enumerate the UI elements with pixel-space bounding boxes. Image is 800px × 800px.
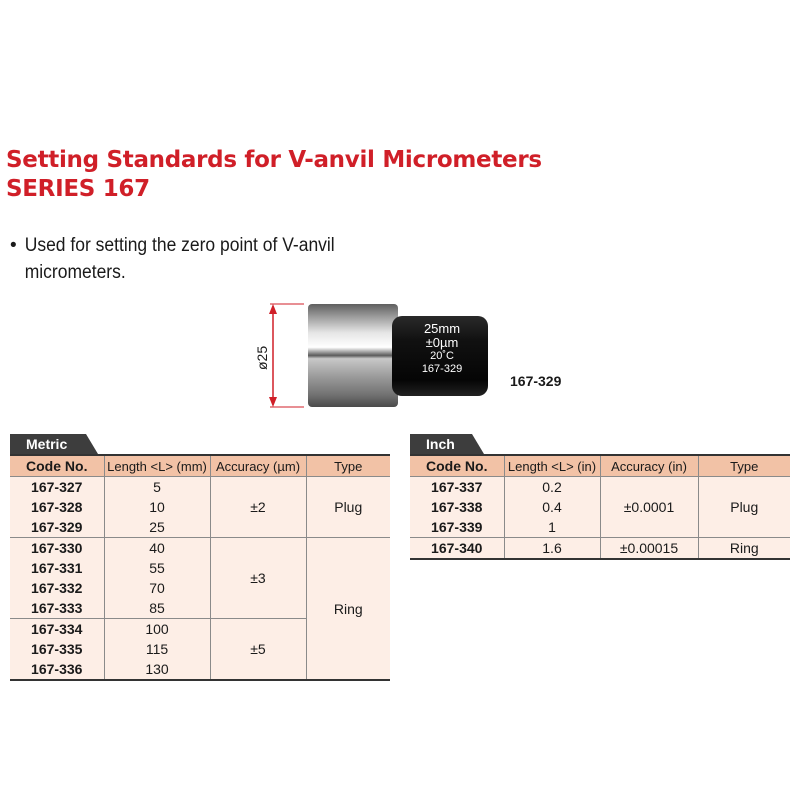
type-cell: Ring	[698, 538, 790, 560]
title-line-1: Setting Standards for V-anvil Micrometers	[6, 147, 542, 173]
length-cell: 5	[104, 477, 210, 498]
length-cell: 70	[104, 578, 210, 598]
table-row	[10, 538, 390, 559]
inch-header-code: Code No.	[410, 455, 504, 477]
length-cell: 25	[104, 517, 210, 538]
accuracy-cell: ±5	[210, 619, 306, 681]
title-line-2: SERIES 167	[6, 176, 150, 202]
type-cell: Plug	[698, 477, 790, 538]
accuracy-cell: ±0.0001	[600, 477, 698, 538]
page-title	[6, 146, 542, 204]
gauge-temperature: 20˚C	[430, 350, 454, 362]
metric-header-length: Length <L> (mm)	[104, 455, 210, 477]
code-cell: 167-327	[10, 477, 104, 498]
code-cell: 167-339	[410, 517, 504, 538]
length-cell: 0.4	[504, 497, 600, 517]
length-cell: 115	[104, 639, 210, 659]
length-cell: 1	[504, 517, 600, 538]
code-cell: 167-331	[10, 558, 104, 578]
inch-header-row	[410, 455, 790, 477]
length-cell: 55	[104, 558, 210, 578]
gauge-code: 167-329	[421, 363, 463, 375]
model-label: 167-329	[510, 373, 562, 389]
code-cell: 167-338	[410, 497, 504, 517]
length-cell: 130	[104, 659, 210, 680]
length-cell: 40	[104, 538, 210, 559]
metric-tab: Metric	[10, 434, 86, 454]
length-cell: 1.6	[504, 538, 600, 560]
bullet-dot-icon: •	[10, 235, 17, 256]
dimension-label: ø25	[254, 345, 270, 370]
code-cell: 167-328	[10, 497, 104, 517]
table-row	[10, 477, 390, 498]
steel-cylinder	[308, 304, 398, 407]
code-cell: 167-335	[10, 639, 104, 659]
accuracy-cell: ±0.00015	[600, 538, 698, 560]
type-cell: Plug	[306, 477, 390, 538]
gauge-tolerance: ±0µm	[425, 335, 459, 350]
metric-header-type: Type	[306, 455, 390, 477]
length-cell: 100	[104, 619, 210, 640]
metric-header-row	[10, 455, 390, 477]
type-cell: Ring	[306, 538, 390, 681]
code-cell: 167-336	[10, 659, 104, 680]
inch-tab: Inch	[410, 434, 472, 454]
table-row	[410, 477, 790, 498]
accuracy-cell: ±2	[210, 477, 306, 538]
inch-header-accuracy: Accuracy (in)	[600, 455, 698, 477]
length-cell: 0.2	[504, 477, 600, 498]
description-text: Used for setting the zero point of V-anvil micrometers.	[24, 235, 335, 283]
code-cell: 167-329	[10, 517, 104, 538]
code-cell: 167-337	[410, 477, 504, 498]
code-cell: 167-340	[410, 538, 504, 560]
gauge-engraving	[398, 322, 486, 376]
code-cell: 167-332	[10, 578, 104, 598]
inch-header-length: Length <L> (in)	[504, 455, 600, 477]
inch-table	[410, 454, 790, 560]
metric-header-accuracy: Accuracy (µm)	[210, 455, 306, 477]
code-cell: 167-334	[10, 619, 104, 640]
gauge-size: 25mm	[423, 321, 461, 336]
inch-header-type: Type	[698, 455, 790, 477]
length-cell: 10	[104, 497, 210, 517]
code-cell: 167-330	[10, 538, 104, 559]
length-cell: 85	[104, 598, 210, 619]
code-cell: 167-333	[10, 598, 104, 619]
metric-table	[10, 454, 390, 681]
table-row	[410, 538, 790, 560]
description-bullet	[10, 232, 390, 286]
metric-header-code: Code No.	[10, 455, 104, 477]
accuracy-cell: ±3	[210, 538, 306, 619]
